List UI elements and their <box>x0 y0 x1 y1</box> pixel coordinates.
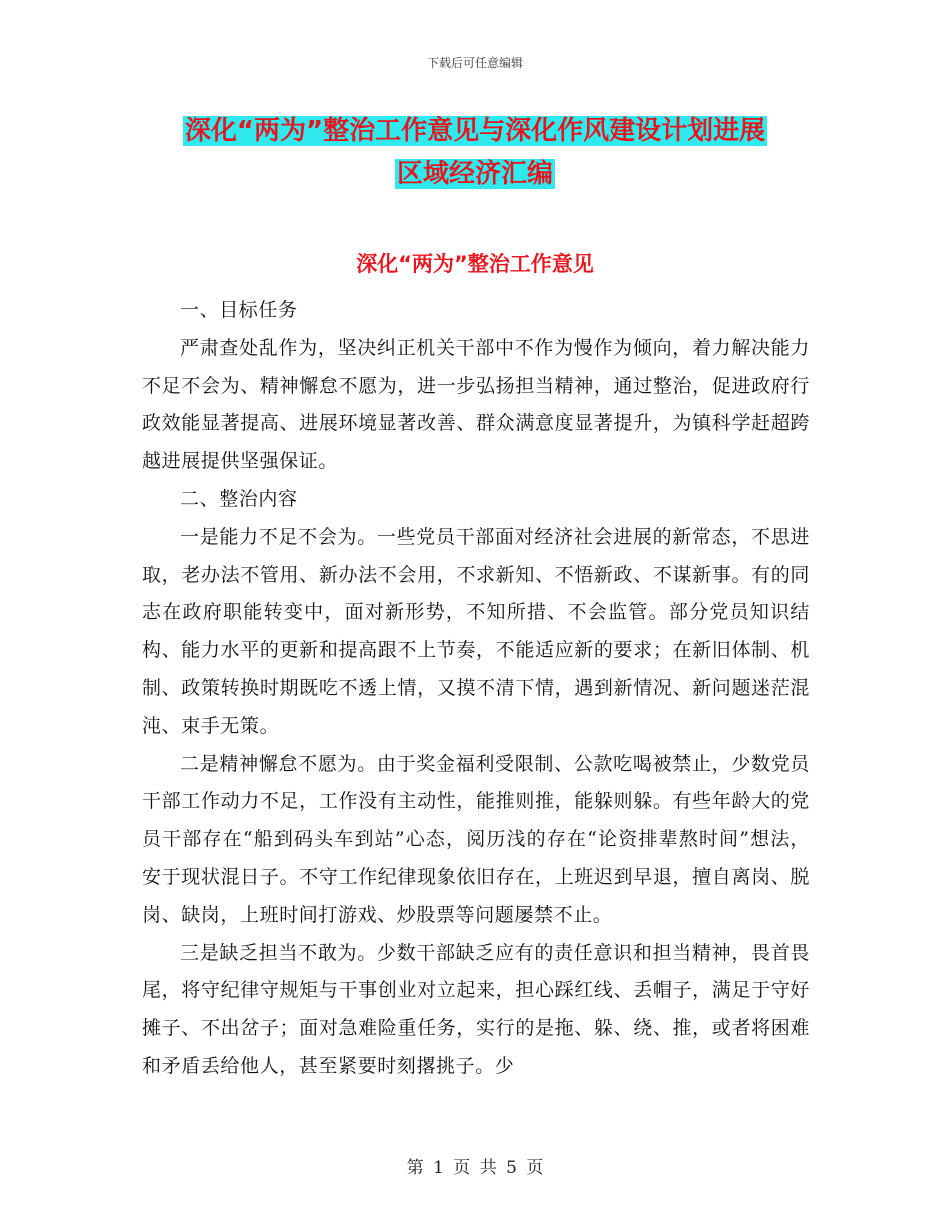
document-body <box>142 292 810 1086</box>
paragraph-spirit: 二是精神懈怠不愿为。由于奖金福利受限制、公款吃喝被禁止，少数党员干部工作动力不足，工作没有主动性，能推则推，能躲则躲。有些年龄大的党员干部存在“船到码头车到站”心态，阅历浅的存在“论资排辈熬时间”想法，安于现状混日子。不守工作纪律现象依旧存在，上班迟到早退，擅自离岗、脱岗、缺岗，上班时间打游戏、炒股票等问题屡禁不止。 <box>142 752 810 926</box>
section-title: 深化“两为”整治工作意见 <box>356 252 594 276</box>
heading-contents: 二、整治内容 <box>180 487 298 510</box>
paragraph-ability: 一是能力不足不会为。一些党员干部面对经济社会进展的新常态，不思进取，老办法不管用、新办法不会用，不求新知、不悟新政、不谋新事。有的同志在政府职能转变中，面对新形势，不知所措、不会监管。部分党员知识结构、能力水平的更新和提高跟不上节奏，不能适应新的要求；在新旧体制、机制、政策转换时期既吃不透上情，又摸不清下情，遇到新情况、新问题迷茫混沌、束手无策。 <box>142 525 810 737</box>
page-number: 第 1 页 共 5 页 <box>406 1158 544 1178</box>
header-note: 下载后可任意编辑 <box>426 56 523 70</box>
document-title-line-2 <box>0 155 950 193</box>
document-title-line-1 <box>0 112 950 150</box>
paragraph-responsibility: 三是缺乏担当不敢为。少数干部缺乏应有的责任意识和担当精神，畏首畏尾，将守纪律守规矩与干事创业对立起来，担心踩红线、丢帽子，满足于守好摊子、不出岔子；面对急难险重任务，实行的是拖、躲、绕、推，或者将困难和矛盾丢给他人，甚至紧要时刻撂挑子。少 <box>142 941 810 1077</box>
document-title-text-2: 区域经济汇编 <box>396 159 553 189</box>
heading-goals: 一、目标任务 <box>180 299 298 321</box>
paragraph-goals: 严肃查处乱作为，坚决纠正机关干部中不作为慢作为倾向，着力解决能力不足不会为、精神懈怠不愿为，进一步弘扬担当精神，通过整治，促进政府行政效能显著提高、进展环境显著改善、群众满意度显著提升，为镇科学赶超跨越进展提供坚强保证。 <box>142 336 810 473</box>
document-title-text-1: 深化“两为”整治工作意见与深化作风建设计划进展 <box>184 116 766 146</box>
